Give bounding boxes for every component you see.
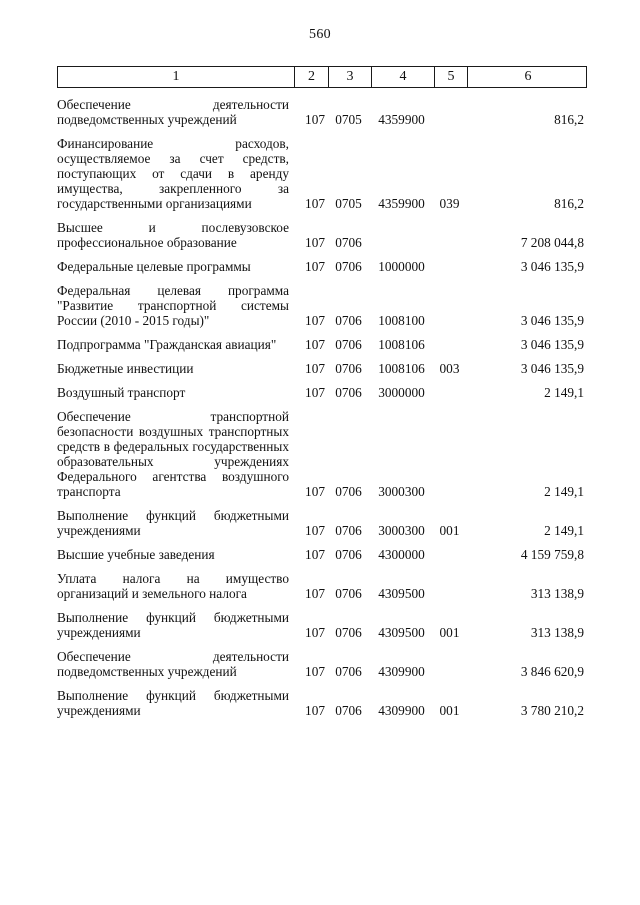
- row-ministry-code: 107: [305, 259, 325, 274]
- row-amount: 7 208 044,8: [520, 235, 584, 250]
- row-ministry-code: 107: [305, 625, 325, 640]
- row-target-code: 4309500: [378, 625, 425, 640]
- row-amount: 3 846 620,9: [520, 664, 584, 679]
- row-ministry-code: 107: [305, 586, 325, 601]
- row-name: Обеспечение деятельности подведомственных учреждений: [57, 649, 289, 679]
- row-ministry-code: 107: [305, 196, 325, 211]
- row-section-code: 0706: [335, 703, 362, 718]
- row-target-code: 4300000: [378, 547, 425, 562]
- row-expense-type: 039: [439, 196, 460, 211]
- row-name: Федеральная целевая программа "Развитие транспортной системы России (2010 - 2015 годы)": [57, 283, 289, 328]
- row-target-code: 1000000: [378, 259, 425, 274]
- page-number: 560: [309, 27, 331, 42]
- row-amount: 3 046 135,9: [520, 313, 584, 328]
- row-name: Выполнение функций бюджетными учреждениями: [57, 688, 289, 718]
- row-name: Обеспечение транспортной безопасности воздушных транспортных средств в федеральных государственных образовательных учреждениях Федерального агентства воздушного транспорта: [57, 409, 289, 499]
- table-row: [57, 361, 587, 376]
- table-row: [57, 337, 587, 352]
- row-name: Высшее и послевузовское профессиональное образование: [57, 220, 289, 250]
- row-ministry-code: 107: [305, 547, 325, 562]
- row-target-code: 4309500: [378, 586, 425, 601]
- row-target-code: 1008106: [378, 361, 425, 376]
- row-target-code: 1008100: [378, 313, 425, 328]
- row-expense-type: 001: [439, 523, 460, 538]
- row-target-code: 4309900: [378, 703, 425, 718]
- row-section-code: 0706: [335, 625, 362, 640]
- row-target-code: 4359900: [378, 112, 425, 127]
- row-name: Бюджетные инвестиции: [57, 361, 194, 376]
- column-header-5: 5: [434, 67, 467, 87]
- table-row: [57, 259, 587, 274]
- row-section-code: 0706: [335, 259, 362, 274]
- column-header-2: 2: [294, 67, 328, 87]
- row-amount: 4 159 759,8: [520, 547, 584, 562]
- row-ministry-code: 107: [305, 385, 325, 400]
- row-expense-type: 001: [439, 703, 460, 718]
- row-section-code: 0705: [335, 196, 362, 211]
- row-target-code: 1008106: [378, 337, 425, 352]
- row-section-code: 0706: [335, 313, 362, 328]
- row-section-code: 0706: [335, 361, 362, 376]
- row-expense-type: 001: [439, 625, 460, 640]
- row-ministry-code: 107: [305, 235, 325, 250]
- row-amount: 3 046 135,9: [520, 337, 584, 352]
- row-name: Обеспечение деятельности подведомственных учреждений: [57, 97, 289, 127]
- row-ministry-code: 107: [305, 664, 325, 679]
- row-ministry-code: 107: [305, 313, 325, 328]
- table-row: [57, 136, 587, 211]
- table-row: [57, 220, 587, 250]
- table-row: [57, 283, 587, 328]
- row-target-code: 3000300: [378, 523, 425, 538]
- row-ministry-code: 107: [305, 337, 325, 352]
- row-amount: 3 046 135,9: [520, 259, 584, 274]
- row-name: Федеральные целевые программы: [57, 259, 251, 274]
- row-target-code: 3000000: [378, 385, 425, 400]
- column-header-6: 6: [467, 67, 588, 87]
- row-section-code: 0706: [335, 547, 362, 562]
- row-amount: 313 138,9: [530, 586, 584, 601]
- row-amount: 3 046 135,9: [520, 361, 584, 376]
- table-row: [57, 571, 587, 601]
- row-section-code: 0706: [335, 523, 362, 538]
- table-row: [57, 649, 587, 679]
- table-row: [57, 547, 587, 562]
- column-header-3: 3: [328, 67, 371, 87]
- row-ministry-code: 107: [305, 703, 325, 718]
- row-amount: 2 149,1: [544, 484, 584, 499]
- row-amount: 2 149,1: [544, 523, 584, 538]
- table-row: [57, 688, 587, 718]
- column-header-1: 1: [172, 69, 180, 84]
- row-name: Финансирование расходов, осуществляемое за счет средств, поступающих от сдачи в аренду имущества, закрепленного за государственными организациями: [57, 136, 289, 211]
- row-section-code: 0706: [335, 664, 362, 679]
- row-target-code: 3000300: [378, 484, 425, 499]
- row-name: Выполнение функций бюджетными учреждениями: [57, 508, 289, 538]
- row-section-code: 0705: [335, 112, 362, 127]
- row-amount: 816,2: [554, 112, 584, 127]
- row-ministry-code: 107: [305, 523, 325, 538]
- table-body: [57, 97, 587, 727]
- row-ministry-code: 107: [305, 112, 325, 127]
- row-section-code: 0706: [335, 337, 362, 352]
- row-name: Высшие учебные заведения: [57, 547, 215, 562]
- table-row: [57, 97, 587, 127]
- row-amount: 313 138,9: [530, 625, 584, 640]
- row-name: Воздушный транспорт: [57, 385, 186, 400]
- row-amount: 3 780 210,2: [520, 703, 584, 718]
- row-section-code: 0706: [335, 484, 362, 499]
- row-section-code: 0706: [335, 235, 362, 250]
- table-row: [57, 409, 587, 499]
- row-name: Уплата налога на имущество организаций и земельного налога: [57, 571, 289, 601]
- table-header-row: [57, 66, 587, 88]
- row-name: Подпрограмма "Гражданская авиация": [57, 337, 277, 352]
- row-target-code: 4359900: [378, 196, 425, 211]
- table-row: [57, 610, 587, 640]
- row-amount: 816,2: [554, 196, 584, 211]
- row-amount: 2 149,1: [544, 385, 584, 400]
- row-ministry-code: 107: [305, 484, 325, 499]
- table-row: [57, 508, 587, 538]
- row-target-code: 4309900: [378, 664, 425, 679]
- row-expense-type: 003: [439, 361, 460, 376]
- row-name: Выполнение функций бюджетными учреждениями: [57, 610, 289, 640]
- row-ministry-code: 107: [305, 361, 325, 376]
- column-header-4: 4: [371, 67, 434, 87]
- table-row: [57, 385, 587, 400]
- row-section-code: 0706: [335, 586, 362, 601]
- row-section-code: 0706: [335, 385, 362, 400]
